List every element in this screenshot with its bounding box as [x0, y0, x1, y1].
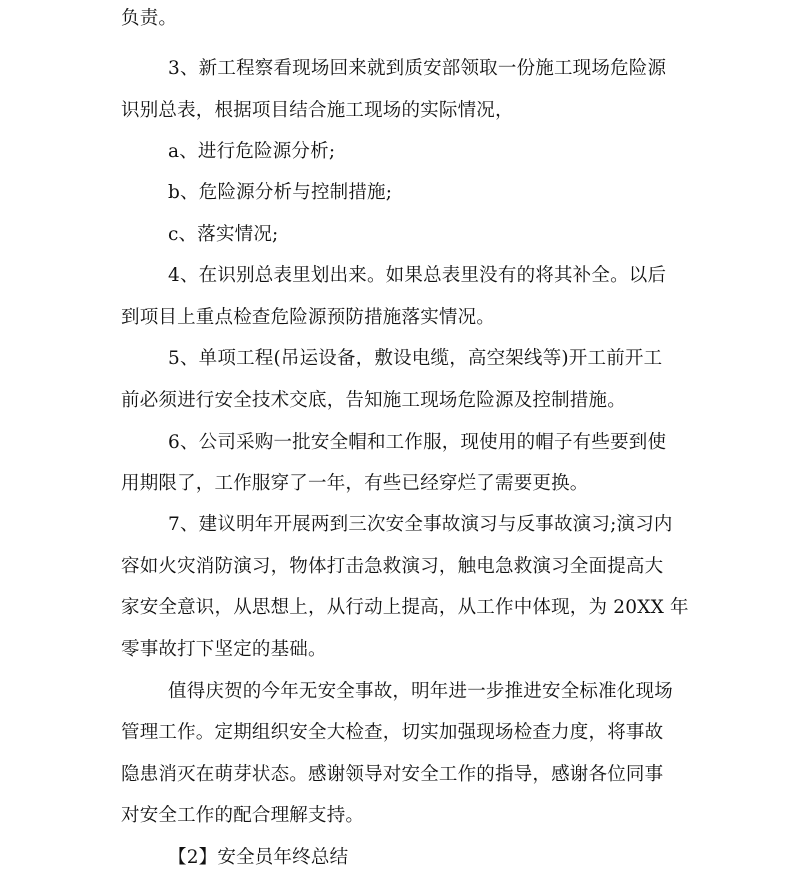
text-line-13: 7、建议明年开展两到三次安全事故演习与反事故演习;演习内	[168, 514, 673, 535]
text-line-9: 5、单项工程(吊运设备，敷设电缆，高空架线等)开工前开工	[168, 348, 663, 369]
text-line-12: 用期限了，工作服穿了一年，有些已经穿烂了需要更换。	[121, 473, 589, 494]
section-heading: 【2】安全员年终总结	[168, 847, 349, 868]
text-line-20: 对安全工作的配合理解支持。	[121, 805, 365, 826]
text-line-2: 3、新工程察看现场回来就到质安部领取一份施工现场危险源	[168, 58, 667, 79]
text-line-10: 前必须进行安全技术交底，告知施工现场危险源及控制措施。	[121, 390, 626, 411]
text-line-6: c、落实情况;	[168, 224, 279, 245]
text-line-1: 负责。	[121, 8, 178, 29]
text-line-14: 容如火灾消防演习，物体打击急救演习，触电急救演习全面提高大	[121, 556, 664, 577]
text-line-8: 到项目上重点检查危险源预防措施落实情况。	[121, 307, 496, 328]
text-line-18: 管理工作。定期组织安全大检查，切实加强现场检查力度，将事故	[121, 722, 664, 743]
text-line-7: 4、在识别总表里划出来。如果总表里没有的将其补全。以后	[168, 265, 667, 286]
text-line-16: 零事故打下坚定的基础。	[121, 639, 327, 660]
text-line-15: 家安全意识，从思想上，从行动上提高，从工作中体现，为 20XX 年	[121, 597, 689, 618]
text-line-5: b、危险源分析与控制措施;	[168, 182, 393, 203]
text-line-11: 6、公司采购一批安全帽和工作服，现使用的帽子有些要到使	[168, 432, 667, 453]
text-line-17: 值得庆贺的今年无安全事故，明年进一步推进安全标准化现场	[168, 681, 673, 702]
text-line-4: a、进行危险源分析;	[168, 141, 336, 162]
text-line-19: 隐患消灭在萌芽状态。感谢领导对安全工作的指导，感谢各位同事	[121, 764, 664, 785]
text-line-3: 识别总表，根据项目结合施工现场的实际情况，	[121, 100, 514, 121]
